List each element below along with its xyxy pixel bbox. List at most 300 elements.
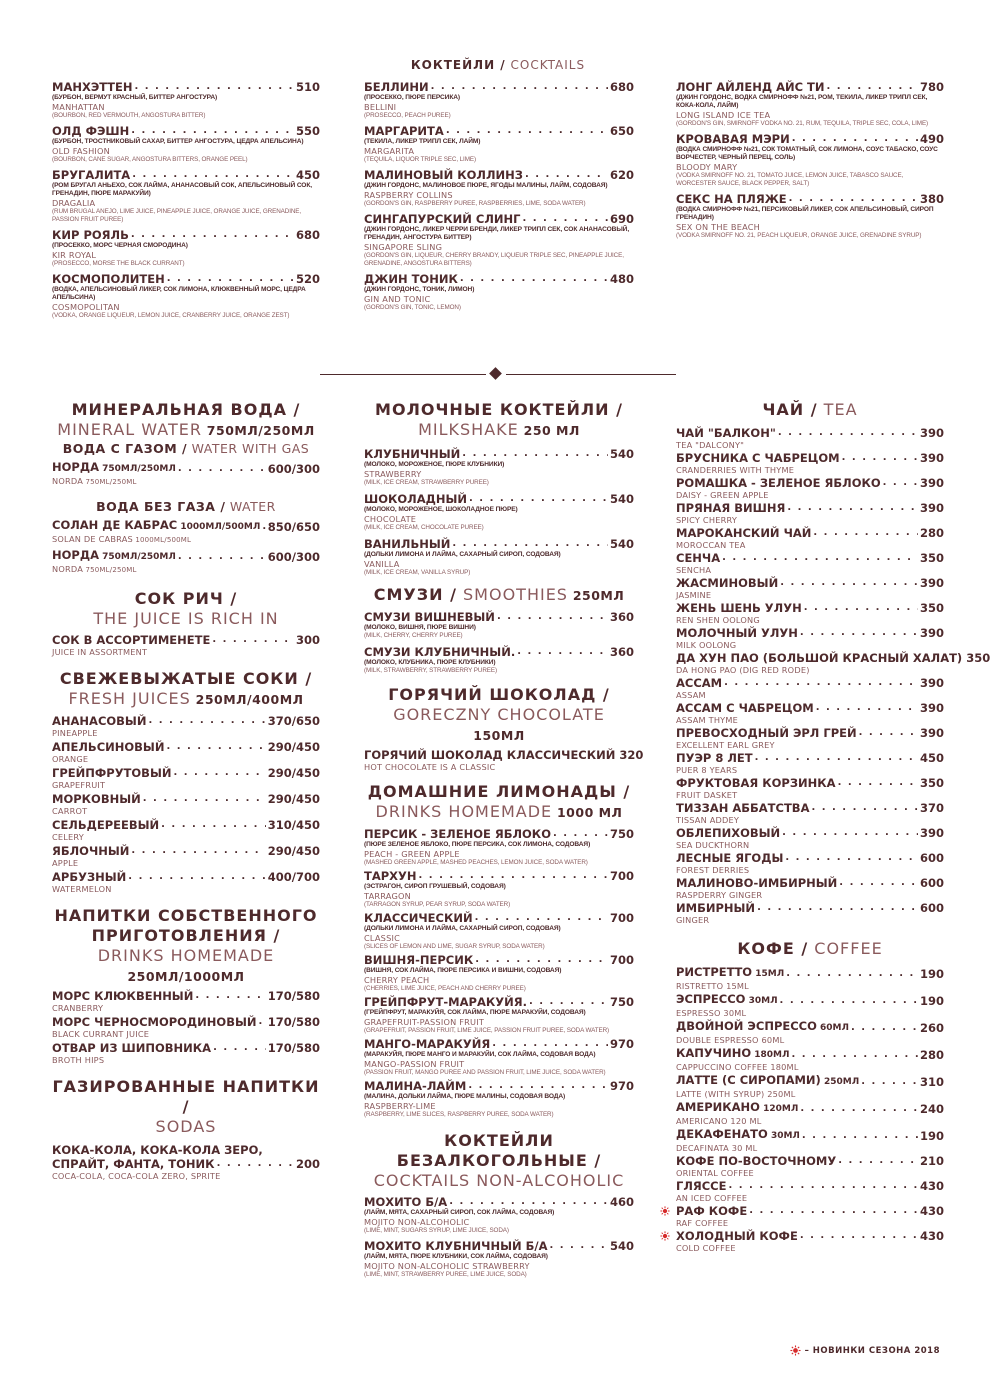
tea-title: ЧАЙ / TEA (762, 400, 858, 419)
item-name-text: СОК В АССОРТИМЕНЕТЕ (52, 633, 211, 647)
cocktails-column-3 (676, 80, 944, 244)
item-name-text: БРУГАЛИТА (52, 168, 131, 182)
item-price: 390 (919, 626, 944, 640)
item-name-text: НОРДА (52, 460, 99, 474)
menu-item (52, 1041, 320, 1065)
item-price: 290/450 (267, 766, 320, 780)
item-name (676, 551, 720, 565)
menu-item (676, 851, 944, 875)
item-name (676, 1100, 798, 1116)
homemade-title-en: DRINKS HOMEMADE (97, 946, 275, 965)
item-price: 390 (919, 426, 944, 440)
menu-item (52, 272, 320, 320)
item-name-text: ЛЕСНЫЕ ЯГОДЫ (676, 851, 784, 865)
leader-dots (757, 901, 918, 915)
menu-item (676, 426, 944, 450)
item-name-en: DRAGALIA (52, 198, 96, 208)
item-name-text: ТАРХУН (364, 869, 417, 883)
menu-item-row (52, 1041, 320, 1055)
menu-item (364, 610, 634, 640)
leader-dots (861, 1075, 918, 1089)
item-name (676, 965, 784, 981)
item-name (676, 451, 840, 465)
item-name-en: MILK OOLONG (676, 640, 737, 650)
item-name-text: НОРДА (52, 548, 99, 562)
item-ingredients-en: (BOURBON, CANE SUGAR, ANGOSTURA BITTERS, ORANGE PEEL) (52, 156, 248, 163)
item-name (676, 701, 814, 715)
item-price: 550 (295, 124, 320, 138)
menu-item (364, 827, 634, 867)
menu-item (364, 1195, 634, 1235)
juice-rich-title-en: THE JUICE IS RICH IN (93, 609, 279, 628)
item-name-en: SINGAPORE SLING (364, 242, 443, 252)
menu-item-row (676, 751, 944, 765)
item-name (364, 748, 615, 762)
item-name-text: АНАНАСОВЫЙ (52, 714, 147, 728)
menu-item (676, 1100, 944, 1126)
item-name-en: OLD FASHION (52, 146, 111, 156)
item-price: 780 (919, 80, 944, 94)
item-name (52, 740, 164, 754)
mineral-volume: 750МЛ/250МЛ (201, 423, 315, 438)
menu-item-row (676, 526, 944, 540)
item-price: 390 (919, 476, 944, 490)
item-name (52, 844, 129, 858)
leader-dots (525, 168, 608, 182)
leader-dots (262, 520, 265, 534)
menu-item-row (676, 451, 944, 465)
menu-item (52, 766, 320, 790)
menu-item-row (676, 776, 944, 790)
item-name-en: CELERY (52, 832, 84, 842)
item-name-text: МОХИТО Б/А (364, 1195, 448, 1209)
fresh-juices-title: СВЕЖЕВЫЖАТЫЕ СОКИ / (59, 669, 313, 688)
smoothies-title: СМУЗИ / SMOOTHIES 250МЛ (373, 585, 625, 604)
menu-item (364, 537, 634, 577)
item-name-en: RISTRETTO 15ML (676, 981, 749, 991)
item-ingredients-en: (RUM BRUGAL ANEJO, LIME JUICE, PINEAPPLE JUICE, ORANGE JUICE, GRENADINE, PASSION FRUIT PUREE) (52, 208, 302, 223)
item-name-text: ВАНИЛЬНЫЙ (364, 537, 451, 551)
item-price: 600 (919, 901, 944, 915)
leader-dots (811, 801, 918, 815)
menu-item-row (364, 995, 634, 1009)
item-ingredients-ru: (ЭСТРАГОН, СИРОП ГРУШЕВЫЙ, СОДОВАЯ) (364, 883, 506, 890)
item-price: 290/450 (267, 844, 320, 858)
menu-item-row (676, 801, 944, 815)
cocktails-column-2 (364, 80, 634, 316)
item-name-en: COSMOPOLITAN (52, 302, 120, 312)
menu-item (364, 492, 634, 532)
item-ingredients-ru: (МОЛОКО, МОРОЖЕНОЕ, ШОКОЛАДНОЕ ПЮРЕ) (364, 506, 518, 513)
item-price: 540 (609, 537, 634, 551)
item-name (676, 992, 778, 1008)
item-price: 750 (609, 995, 634, 1009)
leader-dots (132, 168, 294, 182)
item-name (364, 1037, 490, 1051)
menu-item-row (676, 992, 944, 1008)
menu-item (52, 80, 320, 120)
item-ingredients-ru: (ВОДКА, АПЕЛЬСИНОВЫЙ ЛИКЕР, СОК ЛИМОНА, КЛЮКВЕННЫЙ МОРС, ЦЕДРА АПЕЛЬСИНА) (52, 286, 306, 301)
menu-item (676, 551, 944, 575)
item-name-text: ДА ХУН ПАО (БОЛЬШОЙ КРАСНЫЙ ХАЛАТ) (676, 651, 963, 665)
leader-dots (213, 1041, 266, 1055)
item-name (676, 851, 783, 865)
item-name-en: WATERMELON (52, 884, 112, 894)
menu-item (676, 132, 944, 188)
menu-item (676, 526, 944, 550)
item-name-en: SPICY CHERRY (676, 515, 738, 525)
item-name-en: BLOODY MARY (676, 162, 738, 172)
menu-item (676, 601, 944, 625)
item-name (364, 869, 417, 883)
item-name-en: ESPRESSO 30ML (676, 1008, 747, 1018)
item-name-text: АССАМ С ЧАБРЕЦОМ (676, 701, 814, 715)
leader-dots (553, 827, 608, 841)
item-name (52, 518, 260, 534)
menu-item-row (364, 869, 634, 883)
new-season-legend: – НОВИНКИ СЕЗОНА 2018 (790, 1345, 940, 1356)
item-name-en: GRAPEFRUIT (52, 780, 106, 790)
menu-item (364, 869, 634, 909)
item-price: 310/450 (267, 818, 320, 832)
item-name-en: RAF COFFEE (676, 1218, 729, 1228)
item-name-text: РАФ КОФЕ (676, 1204, 748, 1218)
item-name (52, 766, 172, 780)
item-name (676, 1019, 849, 1035)
item-ingredients-en: (GRAPEFRUIT, PASSION FRUIT, LIME JUICE, PASSION FRUIT PUREE, SODA WATER) (364, 1027, 610, 1034)
menu-item-row (676, 901, 944, 915)
menu-item (676, 876, 944, 900)
item-name-text: КОФЕ ПО-ВОСТОЧНОМУ (676, 1154, 837, 1168)
menu-item (676, 1127, 944, 1153)
item-ingredients-ru: (МАРАКУЙЯ, ПЮРЕ МАНГО И МАРАКУЙИ, СОК ЛАЙМА, СОДОВАЯ ВОДА) (364, 1051, 596, 1058)
item-name (364, 272, 458, 286)
milkshake-title: МОЛОЧНЫЕ КОКТЕЙЛИ / (375, 400, 623, 419)
item-price: 350 (919, 776, 944, 790)
item-name-text: МАЛИНА-ЛАЙМ (364, 1079, 467, 1093)
item-name (364, 537, 450, 551)
item-name-text: МОХИТО КЛУБНИЧНЫЙ Б/А (364, 1239, 548, 1253)
hotchoc-title-en: GORECZNY CHOCOLATE (393, 705, 605, 724)
item-price: 390 (919, 501, 944, 515)
menu-item-row (676, 1229, 944, 1243)
item-name-text: ДЕКАФЕНАТО (676, 1127, 768, 1141)
item-name-en-text: NORDA (52, 564, 84, 574)
menu-item-row (676, 601, 944, 615)
nonalc-title-1: КОКТЕЙЛИ (444, 1131, 554, 1150)
leader-dots (724, 676, 918, 690)
menu-item (676, 1204, 944, 1228)
item-ingredients-en: (LIME, MINT, STRAWBERRY PUREE, LIME JUICE, SODA) (364, 1271, 527, 1278)
lemonades-volume: 1000 МЛ (552, 805, 623, 820)
menu-item (52, 870, 320, 894)
item-volume: 30МЛ (745, 996, 778, 1006)
homemade-title-1: НАПИТКИ СОБСТВЕННОГО (54, 906, 318, 925)
leader-dots (800, 1102, 918, 1116)
item-name-text: МАНХЭТТЕН (52, 80, 133, 94)
leader-dots (497, 610, 608, 624)
menu-item-row (364, 537, 634, 551)
item-ingredients-en: (PASSION FRUIT, MANGO PUREE AND PASSION FRUIT, LIME JUICE, SODA WATER) (364, 1069, 606, 1076)
item-name-text: ТИЗЗАН АББАТСТВА (676, 801, 810, 815)
menu-item (52, 124, 320, 164)
menu-item-row (364, 1239, 634, 1253)
item-price: 350 (919, 551, 944, 565)
item-ingredients-en: (BOURBON, RED VERMOUTH, ANGOSTURA BITTER) (52, 112, 206, 119)
item-price: 260 (919, 1021, 944, 1035)
menu-item (676, 701, 944, 725)
menu-item (676, 965, 944, 991)
new-season-icon (660, 1206, 670, 1216)
water-gas-subtitle: ВОДА С ГАЗОМ / WATER WITH GAS (62, 441, 310, 456)
item-name-en: ORANGE (52, 754, 89, 764)
menu-item-row (676, 1154, 944, 1168)
item-name-en: JASMINE (676, 590, 712, 600)
item-ingredients-ru: (МАЛИНА, ДОЛЬКИ ЛАЙМА, ПЮРЕ МАЛИНЫ, СОДОВАЯ ВОДА) (364, 1093, 566, 1100)
menu-item (52, 1015, 320, 1039)
item-name (676, 801, 809, 815)
item-name-en: REN SHEN OOLONG (676, 615, 760, 625)
item-name (52, 714, 146, 728)
item-ingredients-ru: (ДОЛЬКИ ЛИМОНА И ЛАЙМА, САХАРНЫЙ СИРОП, СОДОВАЯ) (364, 925, 561, 932)
item-name-text: АПЕЛЬСИНОВЫЙ (52, 740, 165, 754)
sodas-title-en: SODAS (155, 1117, 217, 1136)
item-name-text: ДВОЙНОЙ ЭСПРЕССО (676, 1019, 817, 1033)
item-name-en: DOUBLE ESPRESSO 60ML (676, 1035, 785, 1045)
item-ingredients-en: (VODKA SMIRNOFF NO. 21, TOMATO JUICE, LEMON JUICE, TABASCO SAUCE, WORCESTER SAUCE, BLACK PEPPER, SALT) (676, 172, 904, 187)
menu-item-row (364, 168, 634, 182)
leader-dots (827, 80, 918, 94)
item-ingredients-ru: (ДЖИН ГОРДОНС, ВОДКА СМИРНОФФ №21, РОМ, ТЕКИЛА, ЛИКЕР ТРИПЛ СЕК, КОКА-КОЛА, ЛАЙМ) (676, 94, 928, 109)
item-ingredients-en: (TARRAGON SYRUP, PEAR SYRUP, SODA WATER) (364, 901, 511, 908)
item-name (52, 870, 126, 884)
item-price: 600/300 (267, 550, 320, 564)
section-divider-left (320, 374, 486, 375)
menu-item (676, 751, 944, 775)
leader-dots (838, 1154, 918, 1168)
sodas-title: ГАЗИРОВАННЫЕ НАПИТКИ / (52, 1077, 320, 1116)
sodas-name-2: СПРАЙТ, ФАНТА, ТОНИК (52, 1157, 215, 1171)
menu-item-row (52, 766, 320, 780)
menu-item (676, 726, 944, 750)
item-ingredients-ru: (ДЖИН ГОРДОНС, МАЛИНОВОЕ ПЮРЕ, ЯГОДЫ МАЛИНЫ, ЛАЙМ, СОДОВАЯ) (364, 182, 608, 189)
item-name-en: AMERICANO 120 ML (676, 1116, 762, 1126)
menu-item (676, 192, 944, 240)
menu-item-row (364, 645, 634, 659)
menu-item-row (52, 460, 320, 476)
item-ingredients-ru: (ПРОСЕККО, МОРС ЧЕРНАЯ СМОРОДИНА) (52, 242, 188, 249)
column-left (52, 400, 320, 1181)
item-name-en: MOJITO NON-ALCOHOLIC (364, 1217, 470, 1227)
item-ingredients-ru: (ДОЛЬКИ ЛИМОНА И ЛАЙМА, САХАРНЫЙ СИРОП, СОДОВАЯ) (364, 551, 561, 558)
item-name (52, 818, 159, 832)
item-name-en: AN ICED COFFEE (676, 1193, 748, 1203)
item-ingredients-ru: (МОЛОКО, МОРОЖЕНОЕ, ПЮРЕ КЛУБНИКИ) (364, 461, 505, 468)
item-name (364, 447, 460, 461)
item-name-en: MARGARITA (364, 146, 415, 156)
item-name-en: GINGER (676, 915, 710, 925)
item-name-en: CAPPUCCINO COFFEE 180ML (676, 1062, 799, 1072)
item-name (364, 1239, 548, 1253)
item-ingredients-en: (MILK, CHERRY, CHERRY PUREE) (364, 632, 463, 639)
homemade-volume: 250МЛ/1000МЛ (127, 969, 245, 984)
leader-dots (148, 714, 265, 728)
leader-dots (131, 228, 294, 242)
item-name-text: МОЛОЧНЫЙ УЛУН (676, 626, 798, 640)
menu-item-row (676, 426, 944, 440)
item-name-en: PINEAPPLE (52, 728, 98, 738)
item-name-en (52, 564, 320, 575)
item-name-en: FRUIT DASKET (676, 790, 738, 800)
item-name (364, 953, 473, 967)
item-name (364, 995, 527, 1009)
item-name-en: TISSAN ADDEY (676, 815, 740, 825)
menu-item-row (52, 518, 320, 534)
item-ingredients-en: (PROSECCO, MORSE THE BLACK CURRANT) (52, 260, 185, 267)
item-ingredients-en: (MILK, ICE CREAM, VANILLA SYRUP) (364, 569, 471, 576)
menu-item-row (364, 1037, 634, 1051)
leader-dots (195, 989, 265, 1003)
item-name (676, 1073, 859, 1089)
column-middle (364, 400, 644, 1283)
item-price: 970 (609, 1037, 634, 1051)
item-name-en: LONG ISLAND ICE TEA (676, 110, 771, 120)
item-price: 390 (919, 676, 944, 690)
item-name-en: MANHATTAN (52, 102, 105, 112)
leader-dots (780, 576, 918, 590)
item-ingredients-en: (LIME, MINT, SUGARS SYRUP, LIME JUICE, SODA) (364, 1227, 509, 1234)
item-ingredients-en: (GORDON'S GIN, LIQUEUR, CHERRY BRANDY, LIQUEUR TRIPLE SEC, PINEAPPLE JUICE, GRENADINE, ANGOSTURA BITTERS) (364, 252, 624, 267)
item-name-text: СЕЛЬДЕРЕЕВЫЙ (52, 818, 160, 832)
item-volume: 180МЛ (751, 1050, 790, 1060)
item-name-en: RASPBERRY-LIME (364, 1101, 436, 1111)
item-price: 280 (919, 526, 944, 540)
menu-item (364, 1079, 634, 1119)
item-name-en: GRAPEFRUIT-PASSION FRUIT (364, 1017, 485, 1027)
item-name-en: RASPBERRY COLLINS (364, 190, 453, 200)
leader-dots (475, 953, 608, 967)
menu-item-row (364, 748, 644, 762)
item-ingredients-ru: (ТЕКИЛА, ЛИКЕР ТРИПЛ СЕК, ЛАЙМ) (364, 138, 481, 145)
item-name-text: СМУЗИ КЛУБНИЧНЫЙ. (364, 645, 516, 659)
item-ingredients-en: (VODKA SMIRNOFF NO. 21, PEACH LIQUEUR, ORANGE JUICE, GRENADINE SYRUP) (676, 232, 922, 239)
item-name-en: MANGO-PASSION FRUIT (364, 1059, 465, 1069)
item-name-en: BROTH HIPS (52, 1055, 105, 1065)
item-name-text: АССАМ (676, 676, 723, 690)
menu-item-row (676, 651, 991, 665)
menu-item-row (676, 826, 944, 840)
menu-item-row (364, 80, 634, 94)
item-price: 170/580 (267, 989, 320, 1003)
item-ingredients-ru: (ВОДКА СМИРНОФФ №21, СОК ТОМАТНЫЙ, СОК ЛИМОНА, СОУС ТАБАСКО, СОУС ВОРЧЕСТЕР, ЧЕРНЫЙ ПЕРЕЦ, СОЛЬ) (676, 146, 938, 161)
item-name-text: ЯБЛОЧНЫЙ (52, 844, 130, 858)
leader-dots (178, 550, 266, 564)
hotchoc-volume: 150МЛ (473, 728, 525, 743)
menu-item-row (676, 851, 944, 865)
item-name (676, 876, 837, 890)
item-name (364, 80, 429, 94)
menu-item (52, 460, 320, 487)
item-name (676, 1154, 836, 1168)
leader-dots (431, 80, 608, 94)
juice-rich-title: СОК РИЧ / (134, 589, 238, 608)
item-price: 540 (609, 447, 634, 461)
item-name-text: МАЛИНОВО-ИМБИРНЫЙ (676, 876, 838, 890)
leader-dots (782, 826, 918, 840)
menu-item-row (52, 228, 320, 242)
item-price: 680 (609, 80, 634, 94)
menu-item (676, 1046, 944, 1072)
item-name-en (52, 476, 320, 487)
menu-item-row (364, 447, 634, 461)
item-name (364, 911, 473, 925)
item-price: 510 (295, 80, 320, 94)
menu-item (364, 272, 634, 312)
item-name-text: КРОВАВАЯ МЭРИ (676, 132, 790, 146)
leader-dots (131, 844, 265, 858)
fresh-volume: 250МЛ/400МЛ (190, 692, 304, 707)
menu-item-row (676, 476, 944, 490)
menu-item-row (676, 701, 944, 715)
coffee-title: КОФЕ / COFFEE (737, 939, 883, 958)
menu-item (364, 645, 634, 675)
item-name-en: COLD COFFEE (676, 1243, 736, 1253)
menu-item (676, 651, 991, 675)
item-name-en: EXCELLENT EARL GREY (676, 740, 775, 750)
item-ingredients-en: (GORDON'S GIN, RASPBERRY PUREE, RASPBERRIES, LIME, SODA WATER) (364, 200, 586, 207)
menu-item-row (52, 548, 320, 564)
item-name (676, 576, 778, 590)
mineral-title: МИНЕРАЛЬНАЯ ВОДА / (71, 400, 301, 419)
item-name-en: MOJITO NON-ALCOHOLIC STRAWBERRY (364, 1261, 530, 1271)
menu-item (364, 995, 634, 1035)
item-name-en: CRANBERRY (52, 1003, 104, 1013)
item-name (676, 1046, 789, 1062)
item-name (364, 492, 467, 506)
leader-dots (787, 501, 918, 515)
item-name (676, 1179, 726, 1193)
item-name-text: МАРОКАНСКИЙ ЧАЙ (676, 526, 812, 540)
leader-dots (462, 447, 608, 461)
item-name-text: ХОЛОДНЫЙ КОФЕ (676, 1229, 798, 1243)
item-name (676, 651, 962, 665)
menu-item-row (676, 132, 944, 146)
leader-dots (550, 1239, 608, 1253)
item-name (676, 826, 780, 840)
item-name-text: ФРУКТОВАЯ КОРЗИНКА (676, 776, 836, 790)
menu-item-row (676, 80, 944, 94)
divider-diamond-icon (489, 367, 502, 380)
item-ingredients-ru: (ЛАЙМ, МЯТА, ПЮРЕ КЛУБНИКИ, СОК ЛАЙМА, СОДОВАЯ) (364, 1253, 548, 1260)
item-volume: 250МЛ (820, 1077, 860, 1087)
item-ingredients-en: (PROSECCO, PEACH PUREE) (364, 112, 451, 119)
item-name (52, 989, 193, 1003)
menu-item (676, 576, 944, 600)
leader-dots (802, 1129, 918, 1143)
menu-item-row (676, 551, 944, 565)
item-name (676, 776, 836, 790)
item-name-text: КАПУЧИНО (676, 1046, 752, 1060)
leader-dots (792, 132, 918, 146)
item-price: 520 (295, 272, 320, 286)
menu-item (364, 447, 634, 487)
menu-item (52, 818, 320, 842)
menu-item (52, 518, 320, 545)
nonalc-title-2: БЕЗАЛКОГОЛЬНЫЕ / (396, 1151, 602, 1170)
leader-dots (212, 633, 294, 647)
menu-item-row (676, 576, 944, 590)
item-name (676, 601, 802, 615)
